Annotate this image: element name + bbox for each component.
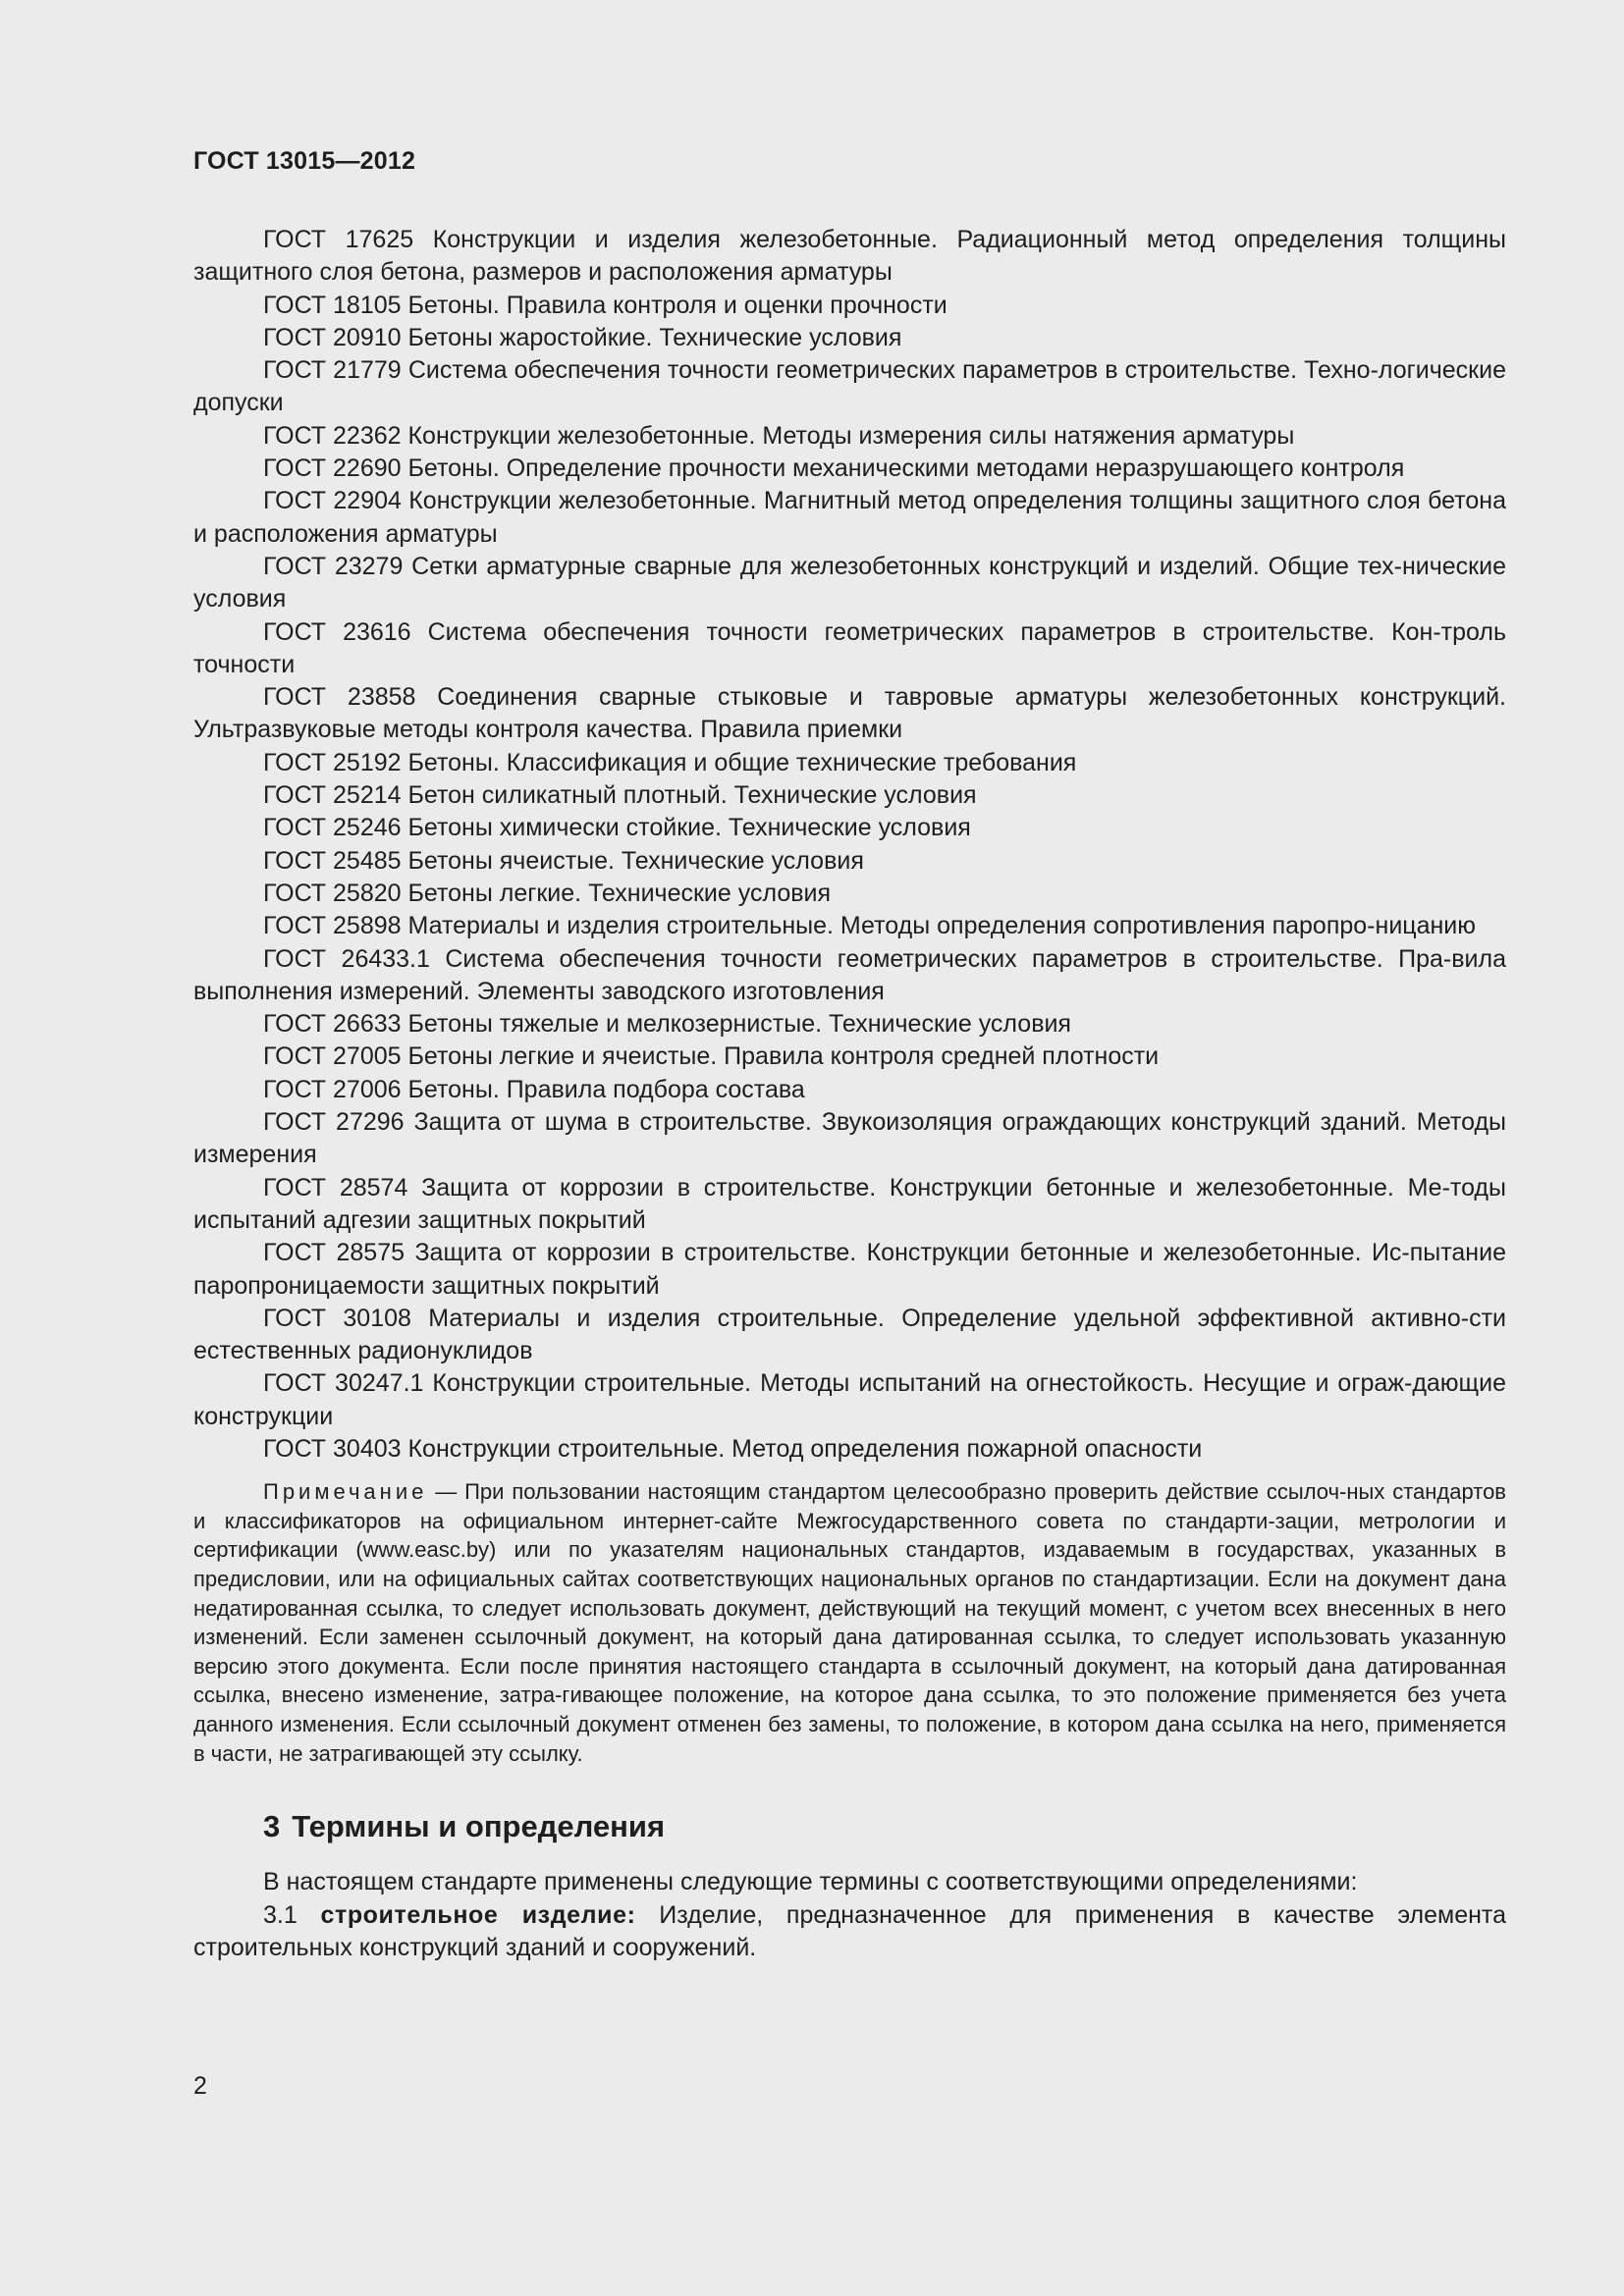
term-definition-text: Изделие, предназначенное для применения в качестве элемента строительных конструкций зданий и сооружений. [193,1900,1507,1961]
page-content [193,224,1506,1964]
reference-item: ГОСТ 18105 Бетоны. Правила контроля и оценки прочности [263,291,947,319]
reference-item: ГОСТ 28574 Защита от коррозии в строительстве. Конструкции бетонные и железобетонные. Ме-тоды испытаний адгезии защитных покрытий [193,1173,1506,1234]
reference-item: ГОСТ 23279 Сетки арматурные сварные для железобетонных конструкций и изделий. Общие тех-нические условия [193,552,1506,614]
reference-item: ГОСТ 30247.1 Конструкции строительные. Методы испытаний на огнестойкость. Несущие и ограж-дающие конструкции [193,1369,1506,1430]
reference-item: ГОСТ 25485 Бетоны ячеистые. Технические условия [263,846,864,875]
section-intro: В настоящем стандарте применены следующие термины с соответствующими определениями: [263,1868,1358,1896]
reference-item: ГОСТ 23616 Система обеспечения точности геометрических параметров в строительстве. Кон-троль точности [193,617,1506,678]
note-paragraph [193,1477,1506,1768]
note-text: — При пользовании настоящим стандартом целесообразно проверить действие ссылоч-ных стандартов и классификаторов на официальном интернет-сайте Межгосударственного совета по стандарти-зации, метрологии и сертификации (www.easc.by) или по указателям национальных стандартов, издаваемым в государствах, указанных в предисловии, или на официальных сайтах соответствующих национальных органов по стандартизации. Если на документ дана недатированная ссылка, то следует использовать документ, действующий на текущий момент, с учетом всех внесенных в него изменений. Если заменен ссылочный документ, на который дана датированная ссылка, то следует использовать указанную версию этого документа. Если после принятия настоящего стандарта в ссылочный документ, на который дана датированная ссылка, внесено изменение, затра-гивающее положение, на которое дана ссылка, то это положение применяется без учета данного изменения. Если ссылочный документ отменен без замены, то положение, в котором дана ссылка на него, применяется в части, не затрагивающей эту ссылку. [193,1479,1506,1766]
reference-item: ГОСТ 21779 Система обеспечения точности геометрических параметров в строительстве. Техно-логические допуски [193,356,1506,417]
reference-item: ГОСТ 25214 Бетон силикатный плотный. Технические условия [263,781,977,810]
reference-item: ГОСТ 22362 Конструкции железобетонные. Методы измерения силы натяжения арматуры [263,421,1295,450]
reference-item: ГОСТ 25898 Материалы и изделия строительные. Методы определения сопротивления паропро-ницанию [263,912,1477,940]
reference-item: ГОСТ 17625 Конструкции и изделия железобетонные. Радиационный метод определения толщины защитного слоя бетона, размеров и расположения арматуры [193,226,1506,287]
reference-item: ГОСТ 25246 Бетоны химически стойкие. Технические условия [263,814,971,842]
section-number: 3 [263,1809,281,1844]
reference-item: ГОСТ 27006 Бетоны. Правила подбора состава [263,1075,805,1103]
reference-item: ГОСТ 27296 Защита от шума в строительстве. Звукоизоляция ограждающих конструкций зданий. Методы измерения [193,1108,1506,1169]
reference-item: ГОСТ 25192 Бетоны. Классификация и общие технические требования [263,748,1077,776]
term-name: строительное изделие: [320,1900,636,1929]
reference-item: ГОСТ 22904 Конструкции железобетонные. Магнитный метод определения толщины защитного слоя бетона и расположения арматуры [193,487,1506,548]
reference-item: ГОСТ 26633 Бетоны тяжелые и мелкозернистые. Технические условия [263,1010,1071,1039]
reference-item: ГОСТ 26433.1 Система обеспечения точности геометрических параметров в строительстве. Пра-вила выполнения измерений. Элементы заводского изготовления [193,944,1506,1005]
page-number: 2 [193,2072,207,2100]
reference-item: ГОСТ 25820 Бетоны легкие. Технические условия [263,879,832,907]
reference-item: ГОСТ 20910 Бетоны жаростойкие. Технические условия [263,323,902,351]
reference-item: ГОСТ 23858 Соединения сварные стыковые и тавровые арматуры железобетонных конструкций. Ультразвуковые методы контроля качества. Правила приемки [193,683,1506,744]
note-label: Примечание [263,1479,428,1505]
section-heading [193,1807,1506,1846]
document-header: ГОСТ 13015—2012 [193,147,416,175]
section-title: Термины и определения [292,1809,666,1844]
reference-item: ГОСТ 30403 Конструкции строительные. Метод определения пожарной опасности [263,1434,1203,1463]
term-definition [193,1899,1506,1965]
reference-item: ГОСТ 22690 Бетоны. Определение прочности механическими методами неразрушающего контроля [263,454,1405,483]
reference-item: ГОСТ 28575 Защита от коррозии в строительстве. Конструкции бетонные и железобетонные. Ис-пытание паропроницаемости защитных покрытий [193,1239,1506,1300]
references-list [193,224,1506,1466]
reference-item: ГОСТ 30108 Материалы и изделия строительные. Определение удельной эффективной активно-сти естественных радионуклидов [193,1304,1506,1365]
reference-item: ГОСТ 27005 Бетоны легкие и ячеистые. Правила контроля средней плотности [263,1042,1160,1071]
term-number: 3.1 [263,1900,298,1929]
